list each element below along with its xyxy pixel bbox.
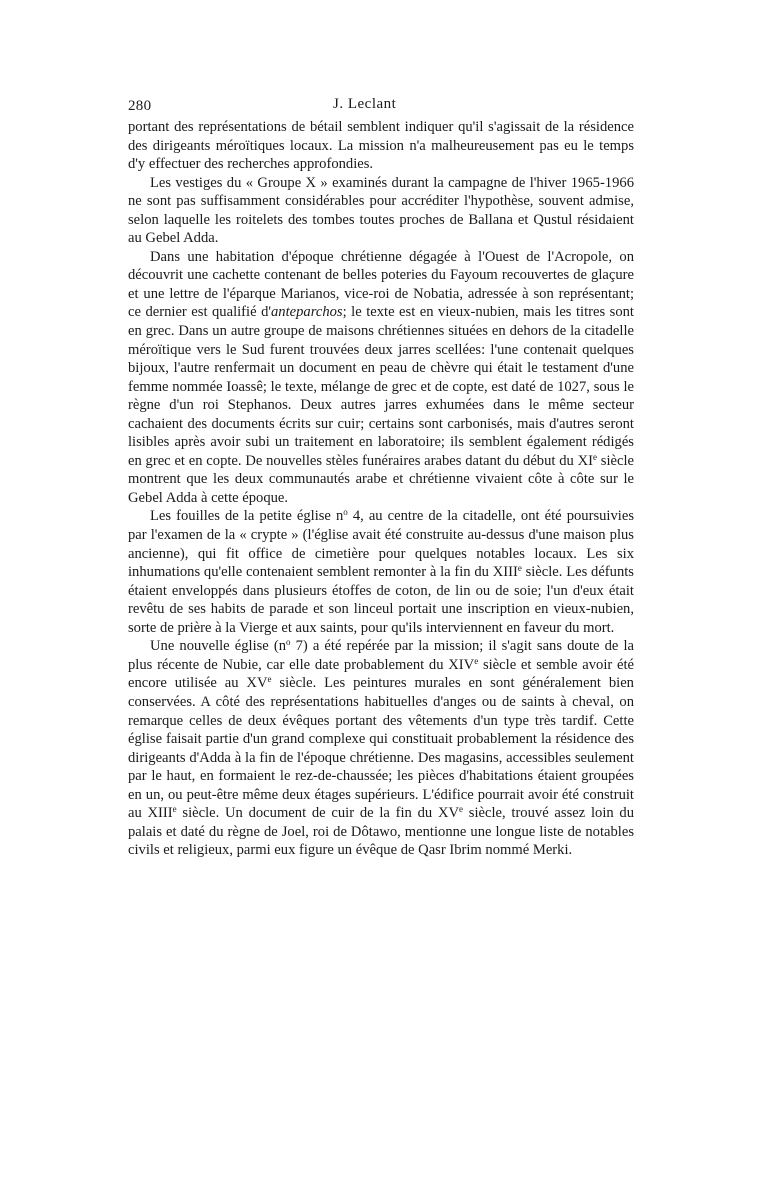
superscript: o: [343, 507, 348, 518]
running-header: [128, 92, 634, 118]
body-text: [128, 118, 634, 860]
text-run: 7) a été repérée par la mission; il s'agit sans doute de la plus récente de Nubie, car elle date probablement du XIV: [128, 638, 635, 673]
superscript: o: [286, 637, 291, 648]
superscript: e: [474, 655, 479, 666]
text-run: siècle et semble avoir été encore utilisée au XV: [128, 656, 635, 692]
text-run: Dans une habitation d'époque chrétienne dégagée à l'Ouest de l'Acropole, on découvrit une cachette contenant de belles poteries du Fayoum recouvertes de glaçure et une lettre de l'éparque Marianos, vice-roi de Nobatia, adressée à son représentant; ce dernier est qualifié d': [128, 248, 634, 321]
text-run: siècle. Les défunts étaient enveloppés dans plusieurs étoffes de coton, de lin ou de soie; l'un d'eux était revêtu de ses habits de parade et son linceul portait une inscription en vieux-nubien, sorte de prière à la Vierge et aux saints, pour qu'ils interviennent en faveur du mort.: [128, 564, 634, 636]
paragraph: [128, 118, 634, 174]
text-run: portant des représentations de bétail semblent indiquer qu'il s'agissait de la résidence des dirigeants méroïtiques locaux. La mission n'a malheureusement pas eu le temps d'y effectuer des recherches approfondies.: [128, 119, 634, 173]
superscript: e: [517, 563, 522, 574]
superscript: e: [459, 804, 464, 815]
paragraph: [128, 637, 634, 860]
text-run: siècle, trouvé assez loin du palais et daté du règne de Joel, roi de Dôtawo, mentionne une longue liste de notables civils et religieux, parmi eux figure un évêque de Qasr Ibrim nommé Merki.: [128, 805, 635, 859]
paragraph: [128, 174, 634, 248]
italic-text: anteparchos: [271, 304, 343, 321]
paragraph: [128, 248, 634, 508]
running-title: J. Leclant: [333, 96, 397, 112]
text-run: 4, au centre de la citadelle, ont été poursuivies par l'examen de la « crypte » (l'église avait été construite au-dessus d'une maison plus ancienne), qui fit office de cimetière pour quelques notables locaux. Les six inhumations qu'elle contenaient semblent remonter à la fin du XIII: [128, 508, 634, 581]
text-run: Une nouvelle église (n: [150, 638, 287, 655]
page-number: 280: [128, 98, 152, 114]
paragraph: [128, 507, 634, 637]
text-run: ; le texte est en vieux-nubien, mais les titres sont en grec. Dans un autre groupe de maisons chrétiennes situées en dehors de la citadelle méroïtique vers le Sud furent trouvées deux jarres scellées: l'une contenait quelques bijoux, l'autre renfermait un document en peau de chèvre qui était le testament d'une femme nommée Ioassê; le texte, mélange de grec et de copte, est daté de 1027, sous le règne d'un roi Stephanos. Deux autres jarres exhumées dans le même secteur cachaient des documents écrits sur cuir; certains sont carbonisés, mais d'autres seront lisibles après avoir subi un traitement en laboratoire; ils semblent également rédigés en grec et en copte. De nouvelles stèles funéraires arabes datant du début du XI: [128, 304, 634, 469]
superscript: e: [267, 674, 272, 685]
document-page: [128, 92, 634, 860]
superscript: e: [593, 451, 597, 462]
text-run: Les fouilles de la petite église n: [150, 508, 344, 525]
text-run: Les vestiges du « Groupe X » examinés durant la campagne de l'hiver 1965-1966 ne sont pas suffisamment considérables pour accréditer l'hypothèse, souvent admise, selon laquelle les roitelets des tombes toutes proches de Ballana et Qustul résidaient au Gebel Adda.: [128, 174, 634, 247]
text-run: siècle montrent que les deux communautés arabe et chrétienne vivaient côte à côte sur le Gebel Adda à cette époque.: [128, 452, 634, 506]
text-run: siècle. Les peintures murales en sont généralement bien conservées. A côté des représentations habituelles d'anges ou de saints à cheval, on remarque celles de deux évêques portant des vêtements d'un type très tardif. Cette église faisait partie d'un grand complexe qui constituait probablement la résidence des dirigeants d'Adda à la fin de l'époque chrétienne. Des magasins, accessibles seulement par le haut, en formaient le rez-de-chaussée; les pièces d'habitations étaient groupées en un, ou peut-être même deux étages supérieurs. L'édifice pourrait avoir été construit au XIII: [128, 675, 634, 822]
superscript: e: [172, 804, 177, 815]
text-run: siècle. Un document de cuir de la fin du XV: [176, 805, 460, 822]
